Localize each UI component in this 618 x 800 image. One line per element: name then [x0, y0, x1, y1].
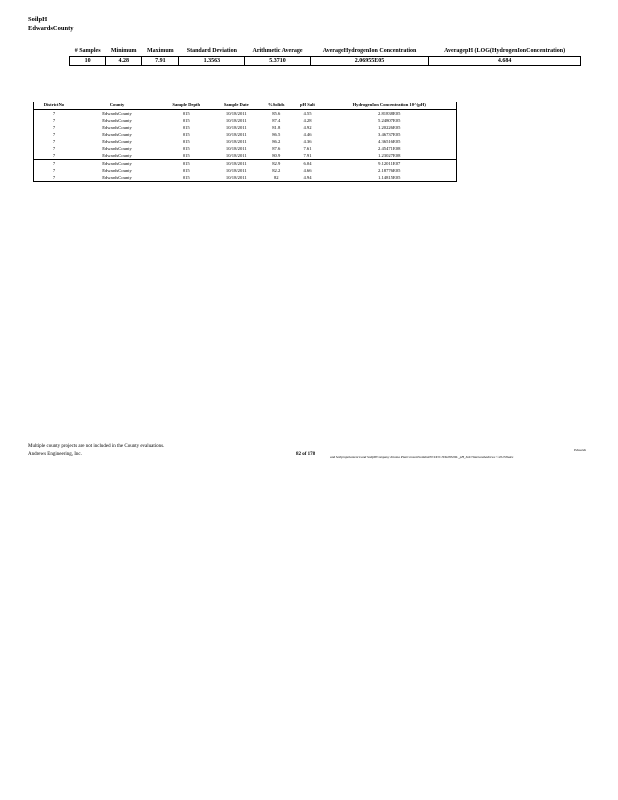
summary-header: # Samples: [70, 47, 106, 57]
table-row: [34, 138, 457, 145]
table-cell: EdwardsCounty: [102, 118, 132, 123]
summary-value: 1.3563: [179, 57, 245, 66]
table-cell: 85.6: [260, 110, 292, 118]
table-cell: 4.55: [293, 110, 323, 118]
table-cell: 2.18776E05: [322, 167, 456, 174]
county-title: EdwardsCounty: [28, 25, 74, 32]
table-cell: 7: [34, 167, 75, 174]
county-projects-note: Multiple county projects are not included in the County evaluations.: [28, 444, 165, 449]
table-cell: 4.92: [303, 125, 312, 130]
table-cell: 4.28: [303, 118, 312, 123]
table-cell: 7: [34, 124, 75, 131]
table-cell: 7: [34, 160, 75, 168]
table-cell: 015: [160, 174, 213, 182]
table-cell: 5.24807E05: [322, 117, 456, 124]
summary-header: AveragepH (LOG(HydrogenIonConcentration): [429, 47, 581, 57]
table-row: [34, 110, 457, 118]
table-cell: EdwardsCounty: [74, 174, 160, 182]
table-cell: 1.14815E05: [322, 174, 456, 182]
table-cell: 7: [34, 145, 75, 152]
table-cell: 81.8: [272, 125, 281, 130]
table-cell: EdwardsCounty: [102, 153, 132, 158]
table-cell: 1.23027E08: [322, 152, 456, 160]
table-cell: 015: [160, 160, 213, 168]
table-cell: 015: [182, 139, 190, 144]
footer-corner-label: Edwards: [574, 448, 586, 452]
summary-value: 4.684: [429, 57, 581, 66]
samples-header: Sample Depth: [160, 102, 213, 110]
table-cell: 6.04: [293, 160, 323, 168]
table-cell: 80.9: [272, 153, 281, 158]
table-cell: EdwardsCounty: [102, 125, 132, 130]
table-cell: 3.46737E05: [322, 131, 456, 138]
table-cell: 82.9: [260, 160, 292, 168]
summary-table: [69, 47, 581, 66]
table-cell: 4.36: [303, 139, 312, 144]
table-cell: 10/18/2011: [225, 125, 247, 130]
summary-header: Standard Deviation: [179, 47, 245, 57]
table-cell: EdwardsCounty: [74, 160, 160, 168]
table-cell: 10/18/2011: [213, 160, 261, 168]
table-cell: 7: [34, 131, 75, 138]
table-row: [34, 167, 457, 174]
table-cell: 7: [34, 117, 75, 124]
summary-header: Arithmetic Average: [245, 47, 311, 57]
table-cell: 87.4: [272, 118, 281, 123]
table-cell: 015: [160, 110, 213, 118]
table-cell: EdwardsCounty: [102, 146, 132, 151]
table-cell: 2.81838E05: [322, 110, 456, 118]
table-cell: 4.66: [303, 168, 312, 173]
table-cell: 015: [182, 132, 190, 137]
table-cell: 10/18/2011: [225, 139, 247, 144]
table-cell: 015: [182, 153, 190, 158]
samples-header: %Solids: [260, 102, 292, 110]
samples-header: pH Salt: [293, 102, 323, 110]
summary-header: AverageHydrogenIon Concentration: [310, 47, 428, 57]
summary-value: 10: [70, 57, 106, 66]
samples-header: DistrictNo: [34, 102, 75, 110]
table-row: [34, 174, 457, 182]
samples-table: [33, 102, 457, 182]
table-cell: 10/18/2011: [213, 174, 261, 182]
samples-header-row: [34, 102, 457, 110]
table-cell: 7.61: [303, 146, 312, 151]
table-cell: 9.12011E07: [322, 160, 456, 168]
samples-header: HydrogenIon Concentration 10^(pH): [322, 102, 456, 110]
summary-value: 2.06955E05: [310, 57, 428, 66]
summary-header-row: [70, 47, 581, 57]
table-row: [34, 145, 457, 152]
table-cell: 015: [182, 118, 190, 123]
table-cell: 10/18/2011: [225, 153, 247, 158]
table-cell: EdwardsCounty: [102, 132, 132, 137]
table-cell: 4.46: [303, 132, 312, 137]
table-cell: EdwardsCounty: [102, 168, 132, 173]
table-cell: 2.45471E08: [322, 145, 456, 152]
summary-value: 5.3710: [245, 57, 311, 66]
table-cell: 10/18/2011: [225, 118, 247, 123]
table-row: [34, 117, 457, 124]
table-cell: EdwardsCounty: [74, 110, 160, 118]
table-cell: 4.94: [293, 174, 323, 182]
table-row: [34, 124, 457, 131]
table-cell: 10/18/2011: [213, 110, 261, 118]
samples-header: County: [74, 102, 160, 110]
table-cell: 7.91: [303, 153, 312, 158]
table-cell: 015: [182, 168, 190, 173]
summary-value: 7.91: [142, 57, 179, 66]
summary-header: Maximum: [142, 47, 179, 57]
table-cell: EdwardsCounty: [102, 139, 132, 144]
table-row: [34, 160, 457, 168]
company-name: Andrews Engineering, Inc.: [28, 452, 82, 457]
summary-header: Minimum: [106, 47, 142, 57]
table-cell: 82: [260, 174, 292, 182]
table-cell: 1.20226E05: [322, 124, 456, 131]
table-cell: 10/18/2011: [225, 146, 247, 151]
table-cell: 82.2: [272, 168, 281, 173]
table-cell: 7: [34, 152, 75, 160]
table-cell: 7: [34, 174, 75, 182]
footer-fineprint: and Soilpropolament Land SoilpHCompany Intoma PlanConsentSoilabsINCDOCJUKIDSOIL_pH_SoD WareantAndrews ©2013Dates: [330, 455, 514, 459]
table-row: [34, 152, 457, 160]
summary-values-row: [70, 57, 581, 66]
table-cell: 87.6: [272, 146, 281, 151]
report-title: SoilpH: [28, 16, 48, 23]
samples-header: Sample Date: [213, 102, 261, 110]
table-cell: 10/18/2011: [225, 132, 247, 137]
summary-value: 4.28: [106, 57, 142, 66]
table-cell: 86.2: [272, 139, 281, 144]
table-cell: 7: [34, 110, 75, 118]
table-row: [34, 131, 457, 138]
table-cell: 7: [34, 138, 75, 145]
table-cell: 015: [182, 125, 190, 130]
table-cell: 4.36516E05: [322, 138, 456, 145]
table-cell: 015: [182, 146, 190, 151]
table-cell: 86.5: [272, 132, 281, 137]
page-number: 82 of 178: [296, 452, 316, 457]
table-cell: 10/18/2011: [225, 168, 247, 173]
